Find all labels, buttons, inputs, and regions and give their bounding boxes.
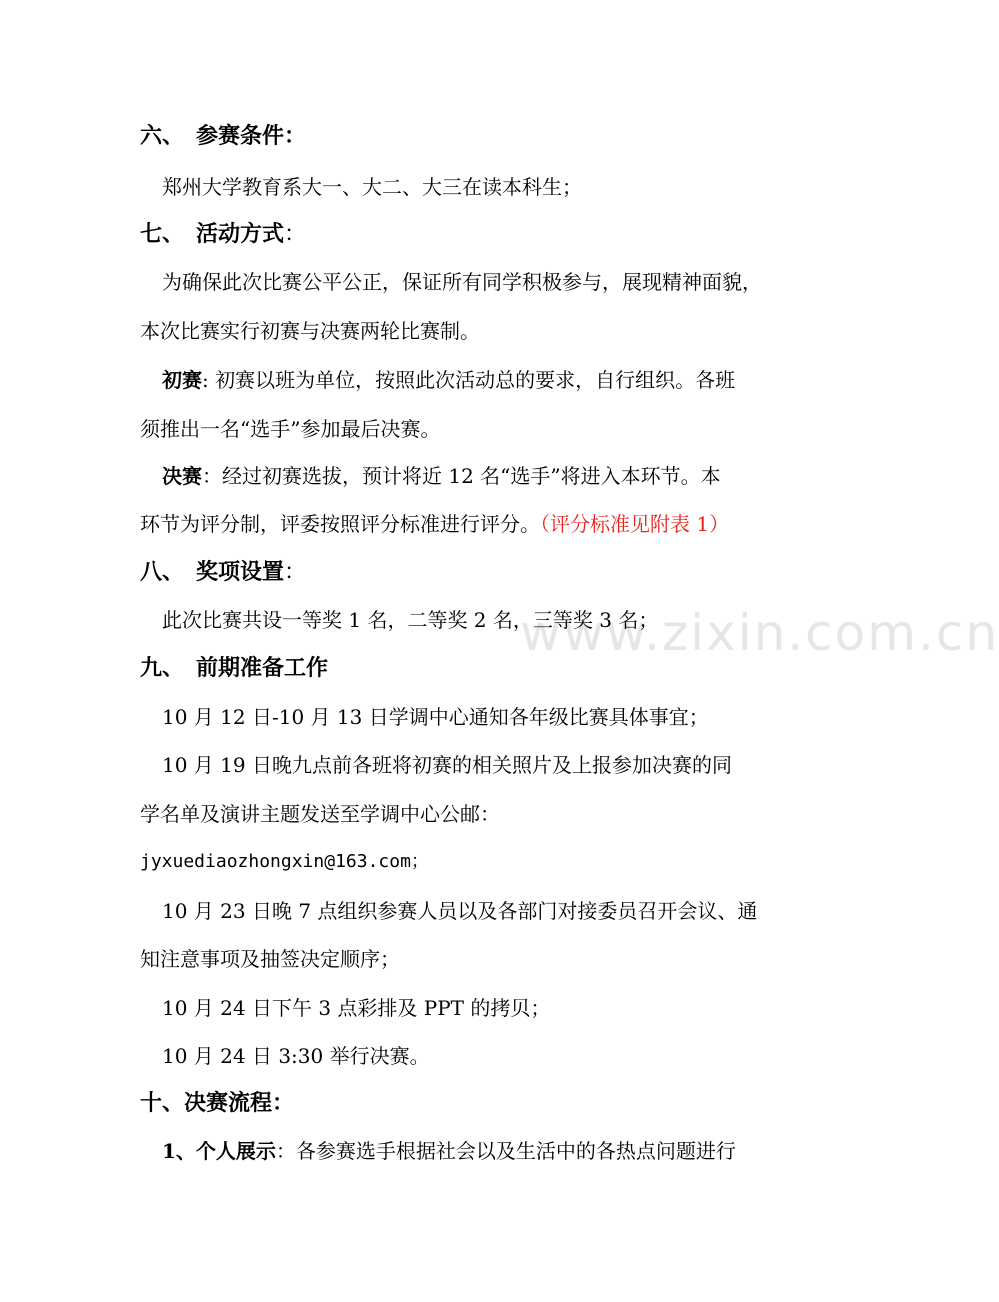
step-1-label: 1、个人展示 [162, 1139, 276, 1163]
section-number: 九、 [140, 655, 185, 681]
prep-item-2-line-1: 10 月 19 日晚九点前各班将初赛的相关照片及上报参加决赛的同 [162, 753, 732, 777]
process-step-1 [162, 1137, 736, 1165]
section-number: 六、 [140, 123, 185, 149]
section-colon: ： [284, 123, 307, 149]
prep-item-3-line-1: 10 月 23 日晚 7 点组织参赛人员以及各部门对接委员召开会议、通 [162, 899, 758, 923]
final-label: 决赛 [162, 464, 202, 488]
prep-item-5: 10 月 24 日 3:30 举行决赛。 [162, 1044, 430, 1068]
final-text: ：经过初赛选拔，预计将近 12 名“选手”将进入本环节。本 [202, 464, 721, 488]
section-heading-final-process: 十、决赛流程： [140, 1090, 295, 1116]
final-paragraph-line-1 [162, 462, 721, 490]
format-paragraph-line-1: 为确保此次比赛公平公正，保证所有同学积极参与，展现精神面貌， [162, 270, 762, 294]
final-paragraph-line-2 [140, 510, 729, 538]
step-1-text: ：各参赛选手根据社会以及生活中的各热点问题进行 [275, 1139, 736, 1163]
conditions-text: 郑州大学教育系大一、大二、大三在读本科生； [162, 175, 582, 199]
section-heading-format [140, 220, 306, 249]
prelim-label: 初赛 [162, 368, 202, 392]
section-colon: ： [284, 222, 307, 247]
prelim-paragraph-line-1 [162, 366, 735, 394]
watermark: www.zixin.com.cn [520, 604, 999, 662]
section-heading-preparation [140, 654, 328, 682]
contact-email: jyxuediaozhongxin@163.com； [140, 851, 429, 872]
section-heading-conditions [140, 122, 306, 150]
section-number: 八、 [140, 559, 185, 585]
section-number: 七、 [140, 221, 185, 247]
awards-text: 此次比赛共设一等奖 1 名，二等奖 2 名，三等奖 3 名； [162, 608, 659, 632]
section-colon: ： [284, 560, 307, 585]
prelim-paragraph-line-2: 须推出一名“选手”参加最后决赛。 [140, 417, 441, 441]
prep-item-2-line-2: 学名单及演讲主题发送至学调中心公邮： [140, 802, 500, 826]
final-text-cont: 环节为评分制，评委按照评分标准进行评分。 [140, 512, 540, 536]
section-title: 活动方式 [196, 221, 285, 247]
section-title: 奖项设置 [196, 559, 285, 585]
prelim-text: : 初赛以班为单位，按照此次活动总的要求，自行组织。各班 [202, 368, 736, 392]
prep-item-1: 10 月 12 日-10 月 13 日学调中心通知各年级比赛具体事宜； [162, 705, 709, 729]
prep-item-4: 10 月 24 日下午 3 点彩排及 PPT 的拷贝； [162, 996, 551, 1020]
format-paragraph-line-2: 本次比赛实行初赛与决赛两轮比赛制。 [140, 319, 480, 343]
section-title: 参赛条件 [196, 123, 285, 149]
prep-item-3-line-2: 知注意事项及抽签决定顺序； [140, 947, 400, 971]
section-title: 前期准备工作 [196, 655, 329, 681]
section-heading-awards [140, 558, 306, 587]
appendix-reference: （评分标准见附表 1） [540, 512, 730, 536]
